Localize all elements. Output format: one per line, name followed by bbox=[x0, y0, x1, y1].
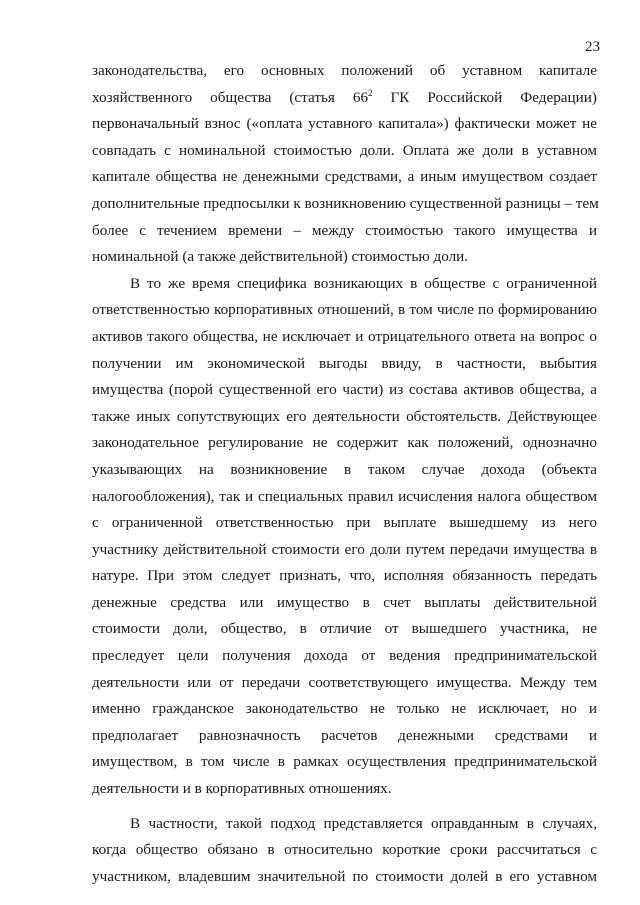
paragraph-line: более с течением времени – между стоимостью такого имущества и bbox=[92, 221, 597, 239]
paragraph-line: имущества (порой существенной его части) из состава активов общества, а bbox=[92, 381, 597, 399]
line-text-tail: ГК Российской Федерации) bbox=[372, 88, 597, 106]
paragraph-line: предполагает равнозначность расчетов денежными средствами и bbox=[92, 726, 597, 744]
paragraph-line: капитале общества не денежными средствами, а иным имуществом создает bbox=[92, 168, 597, 186]
paragraph-line: с ограниченной ответственностью при выплате вышедшему из него bbox=[92, 514, 597, 532]
paragraph-line: В то же время специфика возникающих в обществе с ограниченной bbox=[130, 274, 597, 292]
paragraph-line: натуре. При этом следует признать, что, исполняя обязанность передать bbox=[92, 567, 597, 585]
paragraph-2 bbox=[92, 271, 597, 803]
paragraph-3 bbox=[92, 811, 597, 891]
paragraph-line: деятельности и в корпоративных отношениях. bbox=[92, 780, 392, 798]
paragraph-line: номинальной (а также действительной) стоимостью доли. bbox=[92, 248, 469, 266]
superscript: 2 bbox=[368, 87, 373, 98]
paragraph-line: денежные средства или имущество в счет выплаты действительной bbox=[92, 593, 597, 611]
paragraph-line: налогообложения), так и специальных правил исчисления налога обществом bbox=[92, 487, 597, 505]
paragraph-line: получении им экономической выгоды ввиду, в частности, выбытия bbox=[92, 354, 597, 372]
paragraph-line: когда общество обязано в относительно короткие сроки рассчитаться с bbox=[92, 841, 597, 859]
paragraph-line: законодательства, его основных положений об уставном капитале bbox=[92, 62, 597, 79]
paragraph-line: ответственностью корпоративных отношений, в том числе по формированию bbox=[92, 301, 597, 319]
paragraph-line: преследует цели получения дохода от ведения предпринимательской bbox=[92, 647, 597, 665]
line-text: хозяйственного общества (статья 66 bbox=[92, 88, 369, 106]
paragraph-line: участнику действительной стоимости его доли путем передачи имущества в bbox=[92, 540, 597, 558]
paragraph-line: законодательное регулирование не содержит как положений, однозначно bbox=[92, 434, 597, 452]
paragraph-line: дополнительные предпосылки к возникновению существенной разницы – тем bbox=[92, 194, 599, 212]
paragraph-line: В частности, такой подход представляется оправданным в случаях, bbox=[130, 814, 597, 832]
paragraph-line: первоначальный взнос («оплата уставного капитала») фактически может не bbox=[92, 115, 597, 133]
paragraph-line: активов такого общества, не исключает и отрицательного ответа на вопрос о bbox=[92, 327, 597, 345]
paragraph-line: деятельности или от передачи соответствующего имущества. Между тем bbox=[92, 673, 597, 691]
body-text bbox=[92, 58, 597, 890]
paragraph-line: участником, владевшим значительной по стоимости долей в его уставном bbox=[92, 867, 597, 885]
paragraph-1 bbox=[92, 58, 597, 271]
paragraph-line: указывающих на возникновение в таком случае дохода (объекта bbox=[92, 460, 597, 478]
paragraph-line: совпадать с номинальной стоимостью доли. Оплата же доли в уставном bbox=[92, 141, 597, 159]
paragraph-line: именно гражданское законодательство не только не исключает, но и bbox=[92, 700, 597, 718]
paragraph-line: также иных сопутствующих его деятельности обстоятельств. Действующее bbox=[92, 407, 597, 425]
paragraph-line: стоимости доли, общество, в отличие от вышедшего участника, не bbox=[92, 620, 597, 638]
page-number: 23 bbox=[585, 39, 600, 55]
paragraph-line-with-superscript bbox=[92, 85, 597, 112]
paragraph-line: имуществом, в том числе в рамках осуществления предпринимательской bbox=[92, 753, 597, 771]
